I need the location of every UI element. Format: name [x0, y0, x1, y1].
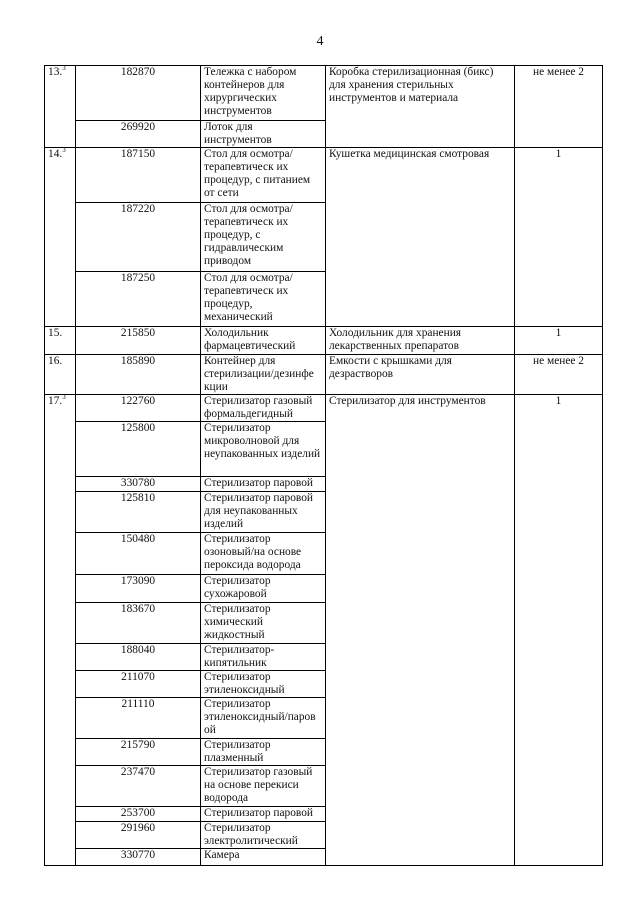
item-name: Стерилизатор паровой: [201, 477, 326, 492]
item-name: Стерилизатор озоновый/на основе пероксида водорода: [201, 533, 326, 575]
item-name: Стерилизатор электролитический: [201, 822, 326, 849]
table-row: [45, 327, 603, 355]
item-code: 183670: [76, 603, 201, 644]
equipment-description: Кушетка медицинская смотровая: [326, 148, 515, 327]
item-name: Стерилизатор плазменный: [201, 739, 326, 766]
item-code: 253700: [76, 807, 201, 822]
row-number-text: 17.: [48, 395, 63, 407]
item-code: 215790: [76, 739, 201, 766]
item-name: Стерилизатор газовый формальдегидный: [201, 395, 326, 422]
equipment-description: Холодильник для хранения лекарственных препаратов: [326, 327, 515, 355]
footnote-mark: 3: [62, 394, 66, 402]
item-name: Контейнер для стерилизации/дезинфе кции: [201, 355, 326, 395]
item-code: 215850: [76, 327, 201, 355]
item-code: 187220: [76, 203, 201, 272]
row-number: [45, 395, 76, 866]
item-code: 182870: [76, 66, 201, 121]
item-code: 187150: [76, 148, 201, 203]
item-code: 125800: [76, 422, 201, 477]
quantity: не менее 2: [515, 66, 603, 148]
quantity: 1: [515, 148, 603, 327]
row-number-text: 15.: [48, 327, 63, 339]
item-code: 185890: [76, 355, 201, 395]
item-code: 269920: [76, 121, 201, 148]
quantity: не менее 2: [515, 355, 603, 395]
item-name: Стерилизатор сухожаровой: [201, 575, 326, 603]
item-name: Стерилизатор этиленоксидный/паров ой: [201, 698, 326, 739]
item-code: 173090: [76, 575, 201, 603]
item-code: 150480: [76, 533, 201, 575]
item-name: Стерилизатор-кипятильник: [201, 644, 326, 671]
item-name: Стол для осмотра/терапевтическ их процедур, механический: [201, 272, 326, 327]
item-name: Стерилизатор паровой: [201, 807, 326, 822]
equipment-description: Коробка стерилизационная (бикс) для хранения стерильных инструментов и материала: [326, 66, 515, 148]
item-name: Стерилизатор этиленоксидный: [201, 671, 326, 698]
item-code: 237470: [76, 766, 201, 807]
item-name: Стерилизатор газовый на основе перекиси водорода: [201, 766, 326, 807]
page-number: 4: [316, 34, 324, 49]
row-number-text: 13.: [48, 66, 63, 78]
table-row: [45, 395, 603, 422]
item-name: Стерилизатор микроволновой для неупакованных изделий: [201, 422, 326, 477]
item-name: Тележка с набором контейнеров для хирургических инструментов: [201, 66, 326, 121]
item-name: Стерилизатор паровой для неупакованных изделий: [201, 492, 326, 533]
equipment-table: [44, 65, 603, 866]
row-number: [45, 327, 76, 355]
item-code: 187250: [76, 272, 201, 327]
item-name: Камера: [201, 849, 326, 866]
item-code: 122760: [76, 395, 201, 422]
item-name: Стерилизатор химический жидкостный: [201, 603, 326, 644]
item-name: Стол для осмотра/терапевтическ их процедур, с гидравлическим приводом: [201, 203, 326, 272]
item-name: Холодильник фармацевтический: [201, 327, 326, 355]
table-row: [45, 148, 603, 203]
footnote-mark: 3: [62, 65, 66, 73]
table-row: [45, 66, 603, 121]
quantity: 1: [515, 395, 603, 866]
row-number: [45, 148, 76, 327]
item-code: 330770: [76, 849, 201, 866]
item-code: 211070: [76, 671, 201, 698]
row-number: [45, 355, 76, 395]
item-code: 125810: [76, 492, 201, 533]
row-number: [45, 66, 76, 148]
item-code: 211110: [76, 698, 201, 739]
item-name: Лоток для инструментов: [201, 121, 326, 148]
row-number-text: 14.: [48, 148, 63, 160]
equipment-description: Емкости с крышками для дезрастворов: [326, 355, 515, 395]
quantity: 1: [515, 327, 603, 355]
table-row: [45, 355, 603, 395]
item-name: Стол для осмотра/терапевтическ их процедур, с питанием от сети: [201, 148, 326, 203]
row-number-text: 16.: [48, 355, 63, 367]
item-code: 291960: [76, 822, 201, 849]
footnote-mark: 3: [62, 147, 66, 155]
item-code: 330780: [76, 477, 201, 492]
item-code: 188040: [76, 644, 201, 671]
equipment-description: Стерилизатор для инструментов: [326, 395, 515, 866]
